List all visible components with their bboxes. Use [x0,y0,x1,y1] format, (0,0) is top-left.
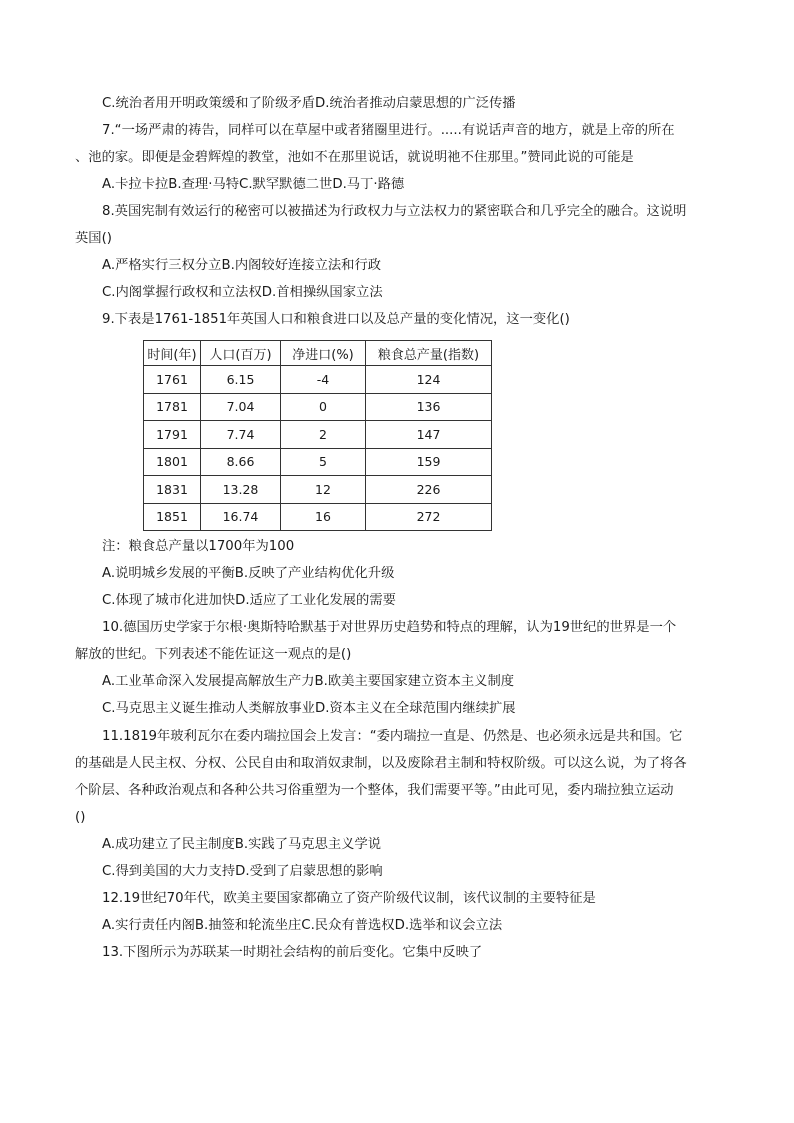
table-cell: 0 [281,393,366,421]
question-8-options-cd: C.内阁掌握行政权和立法权D.首相操纵国家立法 [102,285,383,300]
table-cell: 226 [366,476,492,504]
table-cell: 1781 [144,393,201,421]
question-8-stem-line-1: 8.英国宪制有效运行的秘密可以被描述为行政权力与立法权力的紧密联合和几乎完全的融合。这说明 [102,204,687,219]
table-cell: 124 [366,366,492,394]
question-11-stem-line-2: 的基础是人民主权、分权、公民自由和取消奴隶制，以及废除君主制和特权阶级。可以这么说，为了将各 [75,756,687,771]
table-row [144,448,492,476]
table-cell: 16 [281,503,366,531]
table-cell: 1791 [144,421,201,449]
table-cell: 16.74 [201,503,281,531]
table-row [144,476,492,504]
table-cell: 7.74 [201,421,281,449]
question-9-stem: 9.下表是1761-1851年英国人口和粮食进口以及总产量的变化情况，这一变化() [102,312,570,327]
question-10-stem-line-2: 解放的世纪。下列表述不能佐证这一观点的是() [75,647,352,662]
table-cell: 2 [281,421,366,449]
question-11-stem-line-1: 11.1819年玻利瓦尔在委内瑞拉国会上发言：“委内瑞拉一直是、仍然是、也必须永远是共和国。它 [102,729,683,744]
question-9-options-cd: C.体现了城市化进加快D.适应了工业化发展的需要 [102,593,396,608]
table-row [144,366,492,394]
table-cell: 159 [366,448,492,476]
table-header-cell: 人口(百万) [201,341,281,366]
table-header-cell: 时间(年) [144,341,201,366]
question-8-options-ab: A.严格实行三权分立B.内阁较好连接立法和行政 [102,258,382,273]
question-10-options-cd: C.马克思主义诞生推动人类解放事业D.资本主义在全球范围内继续扩展 [102,701,516,716]
table-row [144,421,492,449]
question-11-options-cd: C.得到美国的大力支持D.受到了启蒙思想的影响 [102,864,383,879]
table-row [144,393,492,421]
question-7-stem-line-2: 、池的家。即便是金碧辉煌的教堂，池如不在那里说话，就说明祂不住那里。”赞同此说的可能是 [75,150,634,165]
table-cell: 1851 [144,503,201,531]
question-10-options-ab: A.工业革命深入发展提高解放生产力B.欧美主要国家建立资本主义制度 [102,674,515,689]
table-header-row [144,341,492,366]
question-11-options-ab: A.成功建立了民主制度B.实践了马克思主义学说 [102,837,382,852]
question-8-stem-line-2: 英国() [75,231,112,246]
table-cell: -4 [281,366,366,394]
table-cell: 7.04 [201,393,281,421]
question-7-stem-line-1: 7.“一场严肃的祷告，同样可以在草屋中或者猪圈里进行。.....有说话声音的地方，就是上帝的所在 [102,123,675,138]
table-note: 注：粮食总产量以1700年为100 [102,539,295,554]
table-header-cell: 粮食总产量(指数) [366,341,492,366]
question-12-options: A.实行责任内阁B.抽签和轮流坐庄C.民众有普选权D.选举和议会立法 [102,918,503,933]
table-cell: 6.15 [201,366,281,394]
option-line-q6-cd: C.统治者用开明政策缓和了阶级矛盾D.统治者推动启蒙思想的广泛传播 [102,96,516,111]
table-cell: 1761 [144,366,201,394]
question-12-stem: 12.19世纪70年代，欧美主要国家都确立了资产阶级代议制，该代议制的主要特征是 [102,891,596,906]
table-cell: 8.66 [201,448,281,476]
table-cell: 136 [366,393,492,421]
table-header-cell: 净进口(%) [281,341,366,366]
question-7-options: A.卡拉卡拉B.查理·马特C.默罕默德二世D.马丁·路德 [102,177,405,192]
question-10-stem-line-1: 10.德国历史学家于尔根·奥斯特哈默基于对世界历史趋势和特点的理解，认为19世纪的世界是一个 [102,620,677,635]
table-cell: 13.28 [201,476,281,504]
question-9-options-ab: A.说明城乡发展的平衡B.反映了产业结构优化升级 [102,566,395,581]
table-cell: 272 [366,503,492,531]
question-11-stem-line-4: () [75,810,86,825]
table-row [144,503,492,531]
question-11-stem-line-3: 个阶层、各种政治观点和各种公共习俗重塑为一个整体，我们需要平等。”由此可见，委内瑞拉独立运动 [75,783,674,798]
data-table [143,340,492,531]
table-cell: 12 [281,476,366,504]
table-cell: 147 [366,421,492,449]
table-cell: 5 [281,448,366,476]
table-cell: 1831 [144,476,201,504]
question-13-stem: 13.下图所示为苏联某一时期社会结构的前后变化。它集中反映了 [102,945,483,960]
table-cell: 1801 [144,448,201,476]
